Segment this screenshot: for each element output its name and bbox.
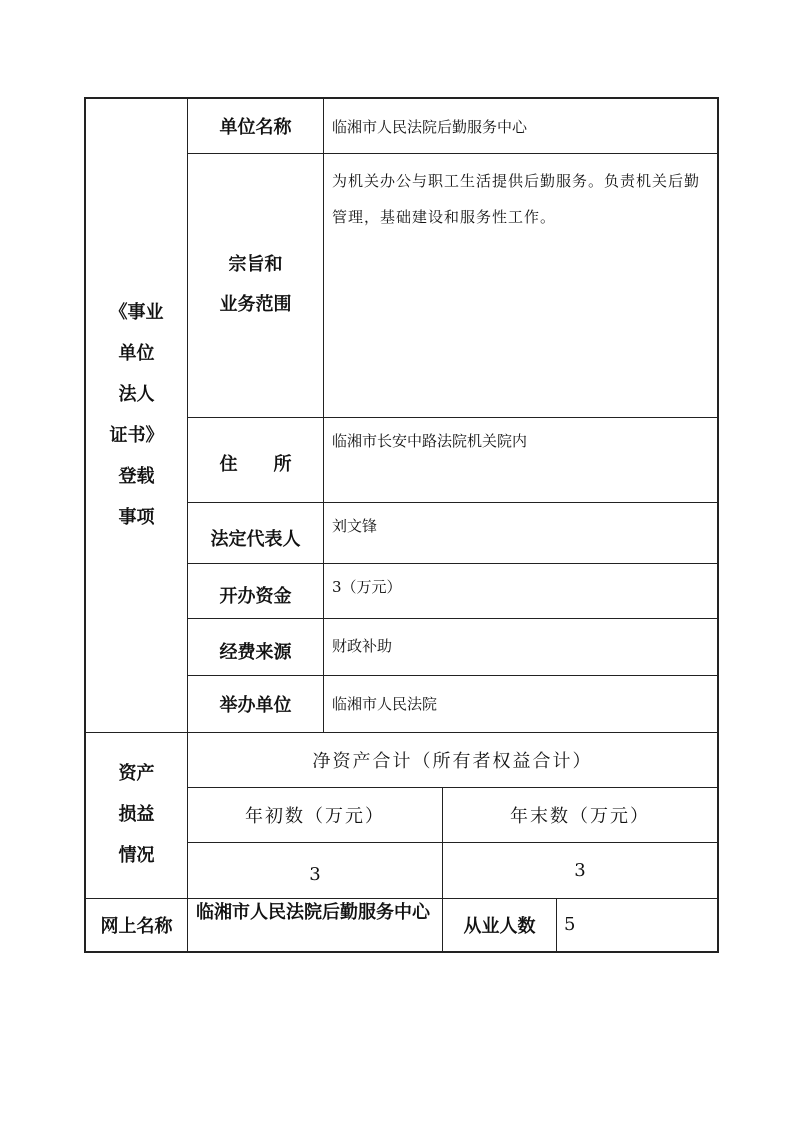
table-border-right [717,97,719,953]
startup-capital-value: 3（万元） [332,578,402,596]
address-value: 临湘市长安中路法院机关院内 [332,432,528,450]
registration-title-line: 登载 [118,466,155,487]
ending-balance-label: 年末数（万元） [510,806,650,827]
registration-title-line: 事项 [118,507,155,528]
net-assets-header: 净资产合计（所有者权益合计） [312,751,593,772]
startup-capital-label: 开办资金 [219,586,292,607]
registration-title-line: 单位 [118,343,155,364]
assets-title-line: 情况 [118,845,155,866]
registration-section-label [86,292,187,538]
unit-name-label: 单位名称 [219,117,292,138]
unit-name-value: 临湘市人民法院后勤服务中心 [332,118,528,136]
assets-title-line: 损益 [118,804,155,825]
legal-representative-label: 法定代表人 [210,529,301,550]
divider-footer-staff [556,898,557,953]
registration-form-table [84,97,719,953]
purpose-scope-label-line: 业务范围 [219,294,292,315]
online-name-value: 临湘市人民法院后勤服务中心 [196,902,430,923]
purpose-scope-label-line: 宗旨和 [228,254,283,275]
registration-title-line: 法人 [118,384,155,405]
beginning-balance-value: 3 [309,864,321,885]
online-name-label: 网上名称 [100,916,173,937]
legal-representative-value: 刘文锋 [332,517,378,535]
table-border-bottom [84,951,719,953]
funding-source-label: 经费来源 [219,642,292,663]
registration-title-line: 《事业 [109,302,164,323]
funding-source-value: 财政补助 [332,637,393,655]
staff-count-label: 从业人数 [463,916,536,937]
beginning-balance-label: 年初数（万元） [245,806,385,827]
purpose-scope-label [188,245,323,325]
staff-count-value: 5 [564,914,576,935]
assets-section-label [86,753,187,876]
divider-label-column [323,97,324,732]
row-line-1 [187,153,719,154]
registration-title-line: 证书》 [109,425,164,446]
sponsoring-unit-value: 临湘市人民法院 [332,695,438,713]
address-label: 住 所 [219,454,292,475]
purpose-scope-value: 为机关办公与职工生活提供后勤服务。负责机关后勤管理，基础建设和服务性工作。 [332,172,701,226]
ending-balance-value: 3 [574,860,586,881]
table-border-top [84,97,719,99]
sponsoring-unit-label: 举办单位 [219,695,292,716]
assets-title-line: 资产 [118,763,155,784]
